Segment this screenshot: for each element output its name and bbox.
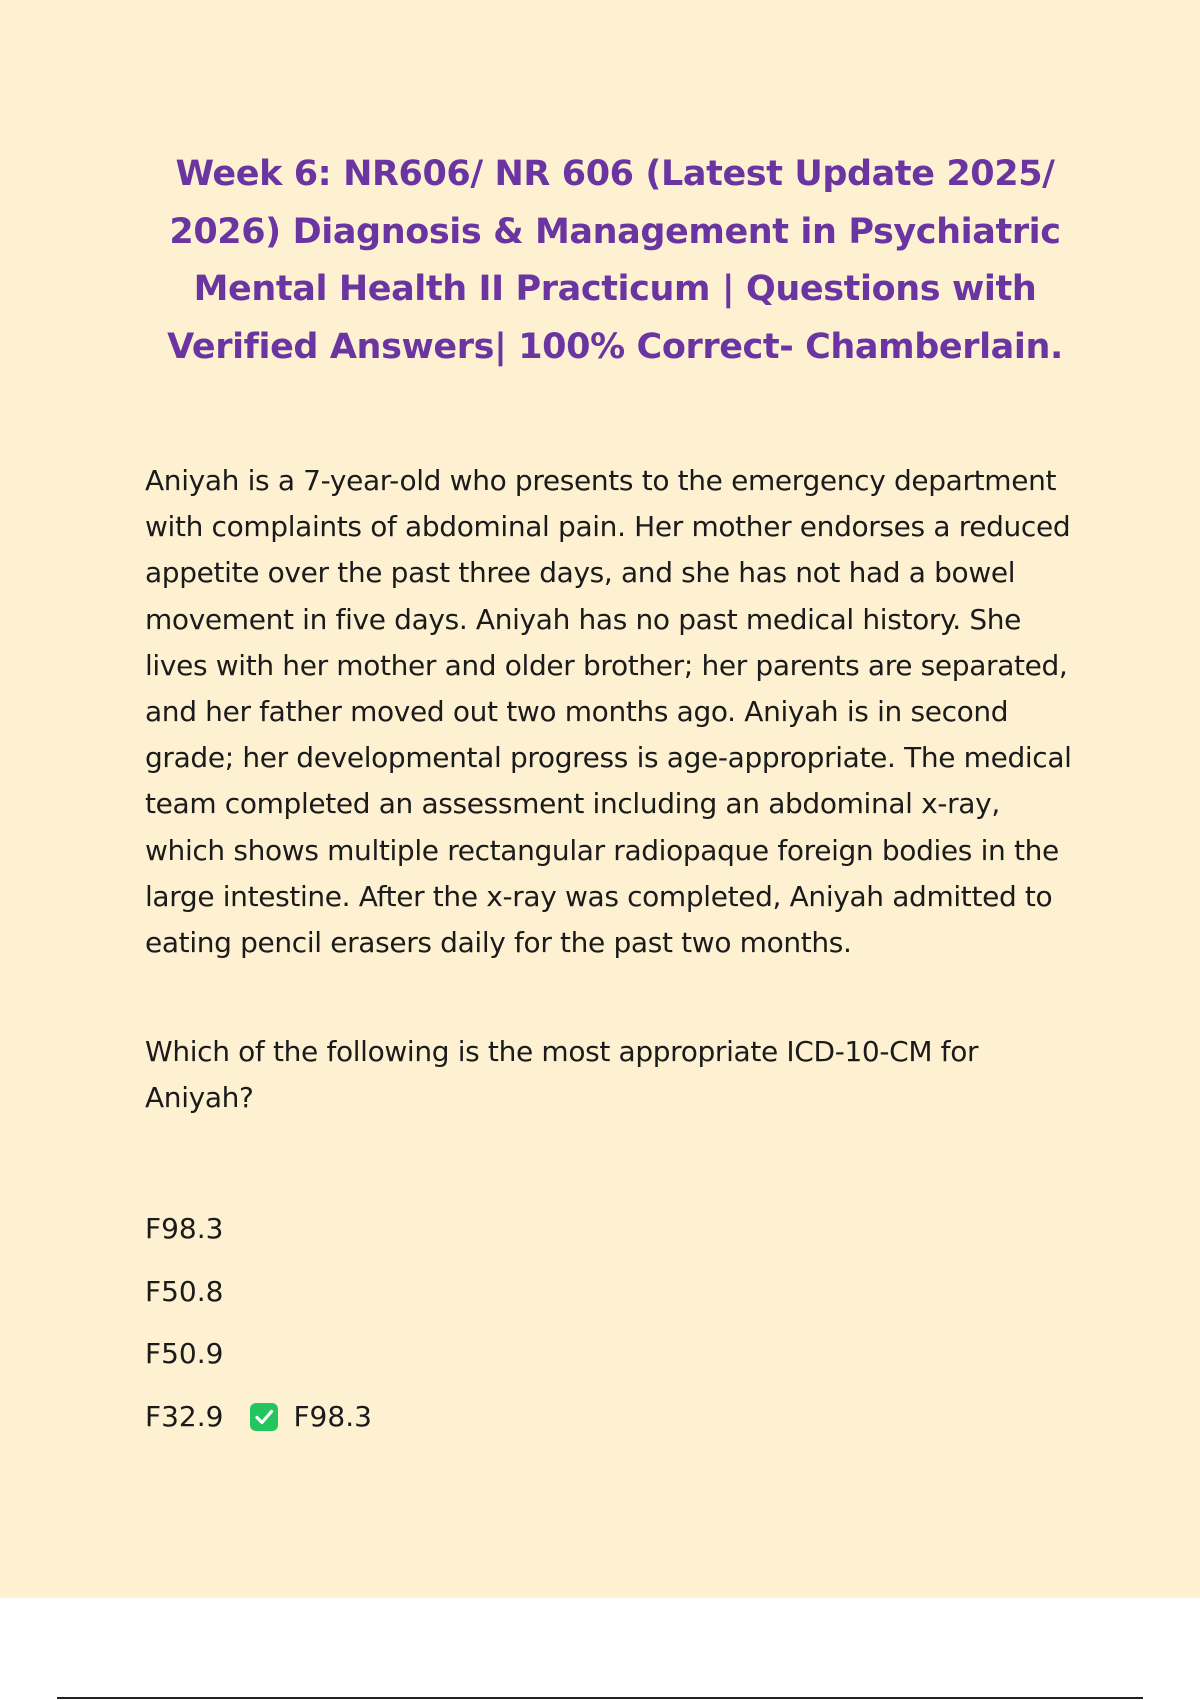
correct-answer: F98.3: [293, 1399, 372, 1433]
option-label: F50.8: [145, 1274, 224, 1308]
document-title: Week 6: NR606/ NR 606 (Latest Update 2025/ 2026) Diagnosis & Management in Psychiatric Mental Health II Practicum | Questions with Verified Answers| 100% Correct- Chamberlain.: [167, 154, 1063, 367]
answer-options: [145, 1198, 372, 1448]
question-text: Aniyah is a 7-year-old who presents to the emergency department with complaints of abdominal pain. Her mother endorses a reduced appetite over the past three days, and she has not had a bowel movement in five days. Aniyah has no past medical history. She lives with her mother and older brother; her parents are separated, and her father moved out two months ago. Aniyah is in second grade; her developmental progress is age-appropriate. The medical team completed an assessment including an abdominal x-ray, which shows multiple rectangular radiopaque foreign bodies in the large intestine. After the x-ray was completed, Aniyah admitted to eating pencil erasers daily for the past two months.: [145, 464, 1072, 960]
option-item: [145, 1323, 372, 1386]
option-label: F50.9: [145, 1337, 224, 1371]
option-item: [145, 1386, 372, 1449]
question-prompt: Which of the following is the most appropriate ICD-10-CM for Aniyah?: [145, 1035, 979, 1115]
footer-divider: [57, 1697, 1143, 1699]
option-item: [145, 1198, 372, 1261]
option-item: [145, 1261, 372, 1324]
option-label: F98.3: [145, 1212, 224, 1246]
option-label: F32.9: [145, 1399, 224, 1433]
check-mark-icon: [249, 1402, 279, 1432]
